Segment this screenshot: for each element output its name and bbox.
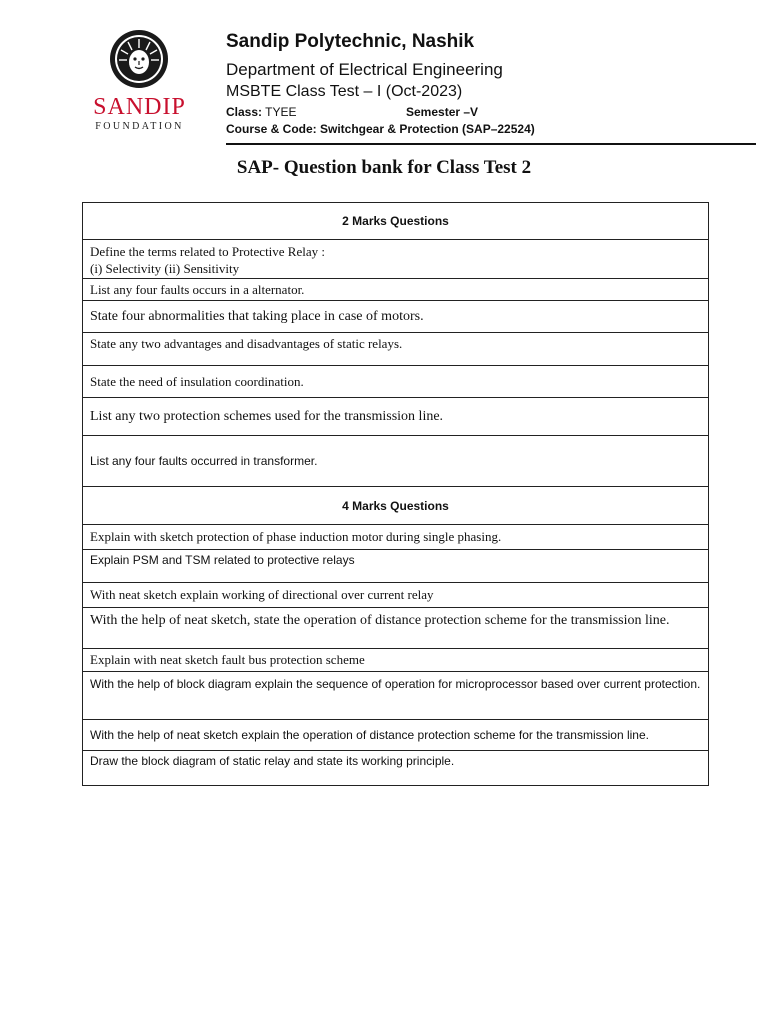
question-text: Draw the block diagram of static relay and state its working principle. [83,751,709,786]
question-row [83,649,709,672]
four-marks-heading: 4 Marks Questions [83,487,709,525]
class-label: Class: [226,105,263,119]
class-value: TYEE [262,105,297,119]
semester: Semester –V [406,105,479,119]
question-text: Explain with neat sketch fault bus protection scheme [83,649,709,672]
question-row [83,366,709,398]
question-text: (i) Selectivity (ii) Sensitivity [90,261,240,276]
header-divider [226,143,756,145]
page-title: SAP- Question bank for Class Test 2 [236,157,532,178]
test-name: MSBTE Class Test – I (Oct-2023) [226,83,463,100]
question-row [83,398,709,436]
question-text: List any four faults occurred in transformer. [83,436,709,487]
question-row [83,301,709,333]
question-row [83,720,709,751]
question-text: List any two protection schemes used for the transmission line. [83,398,709,436]
question-text: State four abnormalities that taking place in case of motors. [83,301,709,333]
logo-subtitle: FOUNDATION [95,121,184,132]
question-text: With the help of block diagram explain the sequence of operation for microprocessor based over current protection. [83,672,709,720]
lion-seal-icon [108,28,170,90]
course-code: Course & Code: Switchgear & Protection (SAP–22524) [226,122,535,136]
question-text: Explain PSM and TSM related to protective relays [83,550,709,583]
section-heading-row [83,203,709,240]
logo-name: SANDIP [93,94,186,120]
question-table [82,202,709,786]
question-row [83,550,709,583]
question-text: With the help of neat sketch, state the operation of distance protection scheme for the transmission line. [83,608,709,649]
two-marks-heading: 2 Marks Questions [83,203,709,240]
question-text: Explain with sketch protection of phase induction motor during single phasing. [83,525,709,550]
question-row [83,751,709,786]
question-text: With the help of neat sketch explain the operation of distance protection scheme for the transmission line. [83,720,709,751]
question-row [83,279,709,301]
section-heading-row [83,487,709,525]
question-text: State any two advantages and disadvantages of static relays. [83,333,709,366]
question-text: State the need of insulation coordination. [83,366,709,398]
question-text: Define the terms related to Protective Relay : [90,244,325,259]
institute-name: Sandip Polytechnic, Nashik [226,31,475,52]
question-text: List any four faults occurs in a alternator. [83,279,709,301]
department-name: Department of Electrical Engineering [226,60,503,79]
question-row [83,436,709,487]
question-row [83,583,709,608]
question-text: With neat sketch explain working of directional over current relay [83,583,709,608]
question-row [83,333,709,366]
question-row [83,672,709,720]
question-cell [83,240,709,279]
question-row [83,608,709,649]
class-line [226,105,479,119]
question-row [83,240,709,279]
question-row [83,525,709,550]
